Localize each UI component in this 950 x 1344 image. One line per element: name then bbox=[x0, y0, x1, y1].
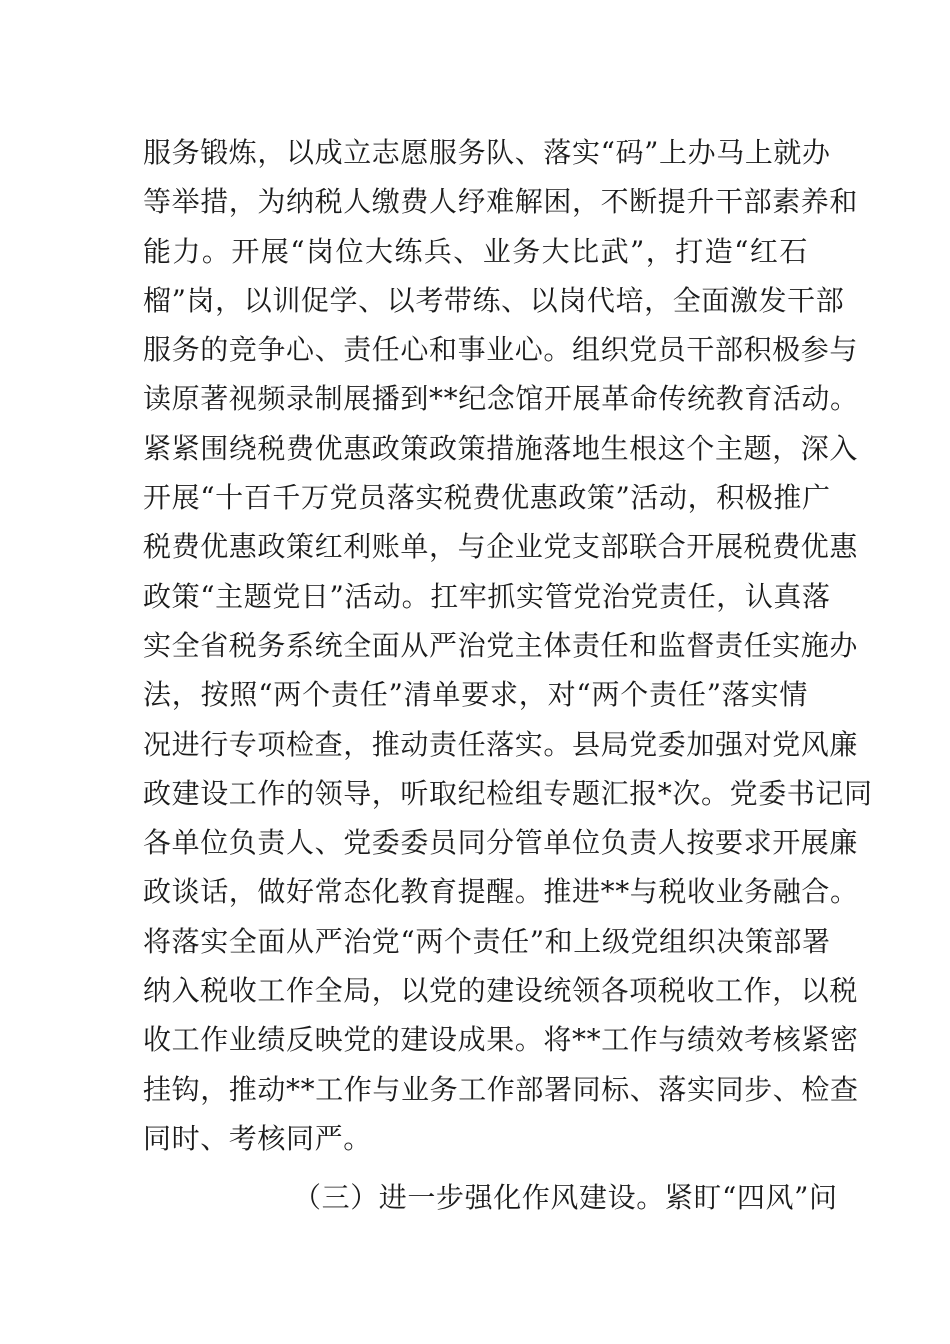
text-line: 实全省税务系统全面从严治党主体责任和监督责任实施办 bbox=[143, 628, 859, 662]
text-line: 榴”岗，以训促学、以考带练、以岗代培，全面激发干部 bbox=[143, 283, 845, 317]
document-body bbox=[143, 128, 873, 1223]
text-line: 紧紧围绕税费优惠政策政策措施落地生根这个主题，深入 bbox=[143, 431, 859, 465]
text-line: 同时、考核同严。 bbox=[143, 1121, 372, 1155]
text-line: 开展“十百千万党员落实税费优惠政策”活动，积极推广 bbox=[143, 481, 831, 515]
paragraph-gap bbox=[143, 1163, 808, 1173]
text-line: 政谈话，做好常态化教育提醒。推进**与税收业务融合。 bbox=[143, 875, 859, 909]
text-line: 服务锻炼，以成立志愿服务队、落实“码”上办马上就办 bbox=[143, 136, 831, 169]
text-line: 将落实全面从严治党“两个责任”和上级党组织决策部署 bbox=[143, 924, 831, 958]
text-line: 况进行专项检查，推动责任落实。县局党委加强对党风廉 bbox=[143, 727, 859, 761]
text-line: 各单位负责人、党委委员同分管单位负责人按要求开展廉 bbox=[143, 826, 859, 860]
text-line: 税费优惠政策红利账单，与企业党支部联合开展税费优惠 bbox=[143, 530, 859, 564]
text-line: 读原著视频录制展播到**纪念馆开展革命传统教育活动。 bbox=[143, 382, 859, 416]
text-line: 政建设工作的领导，听取纪检组专题汇报*次。党委书记同 bbox=[143, 776, 873, 810]
section-heading-line: （三）进一步强化作风建设。紧盯“四风”问 bbox=[293, 1181, 838, 1215]
text-line: 挂钩，推动**工作与业务工作部署同标、落实同步、检查 bbox=[143, 1072, 859, 1106]
text-line: 政策“主题党日”活动。扛牢抓实管党治党责任，认真落 bbox=[143, 579, 831, 613]
text-line: 纳入税收工作全局，以党的建设统领各项税收工作，以税 bbox=[143, 974, 859, 1008]
text-line: 收工作业绩反映党的建设成果。将**工作与绩效考核紧密 bbox=[143, 1023, 859, 1057]
text-line: 法，按照“两个责任”清单要求，对“两个责任”落实情 bbox=[143, 678, 808, 712]
text-line: 等举措，为纳税人缴费人纾难解困，不断提升干部素养和 bbox=[143, 185, 859, 219]
text-line: 服务的竞争心、责任心和事业心。组织党员干部积极参与 bbox=[143, 333, 859, 367]
text-line: 能力。开展“岗位大练兵、业务大比武”，打造“红石 bbox=[143, 234, 808, 268]
